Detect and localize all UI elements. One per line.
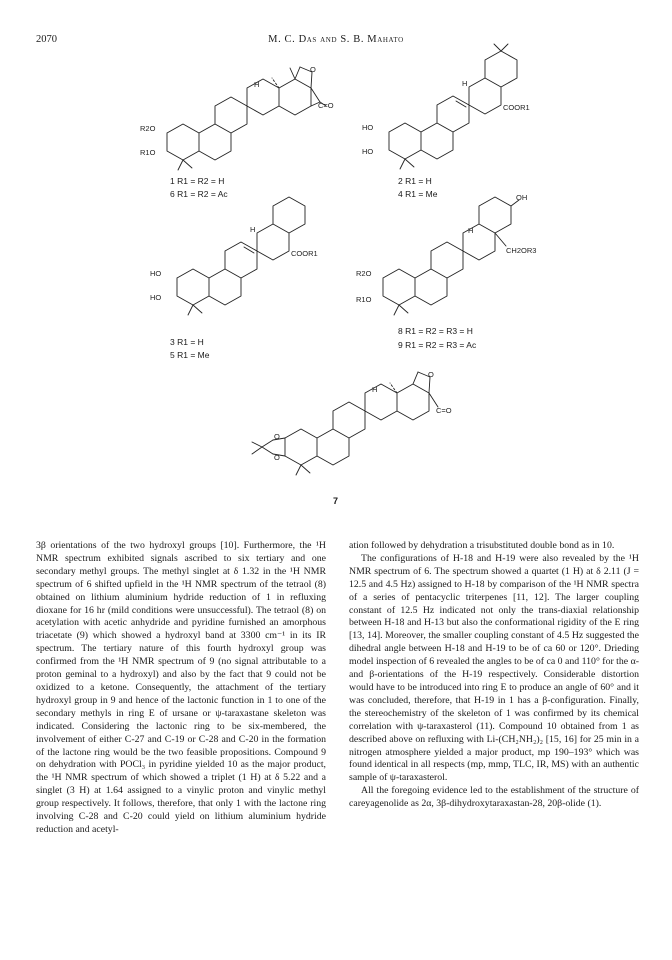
paragraph: All the foregoing evidence led to the establishment of the structure of careyagenolide as 2α, 3β-dihydroxytaraxastan-28, 20β-olide (1). bbox=[349, 785, 639, 810]
label-3: 3 R1 = H bbox=[170, 337, 204, 347]
label-4: 4 R1 = Me bbox=[398, 189, 438, 199]
s5-carbonyl: C=O bbox=[436, 406, 452, 415]
s1-h-label: H bbox=[254, 80, 260, 89]
paragraph: ation followed by dehydration a trisubstituted double bond as in 10. bbox=[349, 540, 615, 551]
label-7: 7 bbox=[333, 496, 339, 506]
paragraph: 3β orientations of the two hydroxyl groups [10]. Furthermore, the ¹H NMR spectrum exhibited signals ascribed to six tertiary and one secondary methyl groups. The methyl singlet at δ 1.32 in the ¹H NMR spectrum of 6 shifted upfield in the ¹H NMR spectrum of the tetraol (8) obtained on lithium aluminium hydride reduction of 1 in refluxing dioxane for 16 hr (mild conditions were unsuccessful). The tetraol (8) on acetylation with acetic anhydride and pyridine furnished an amorphous triacetate (9) which showed a hydroxyl band at 3300 cm⁻¹ in its IR spectrum. The tertiary nature of this fourth hydroxyl group was confirmed from the ¹H NMR spectrum of 9 (no signal attributable to a proton geminal to a hydroxyl) and also by the fact that 9 could not be oxidized to a ketone. Consequently, the attachment of the tertiary hydroxyl group in 9 and hence of the lactonic function in 1 to one of the secondary methyls in ring E of ursane or ψ-taraxastane skeleton was indicated. Considering the lactonic ring to be six-membered, the involvement of either C-27 and C-19 or C-28 and C-20 in the formation of the lactone ring would be the two feasible propositions. Compound 9 on dehydration with POCl₃ in pyridine yielded 10 as the major product, the ¹H NMR spectrum of which showed a triplet (1 H) at δ 5.22 and a singlet (3 H) at 1.64 assigned to a vinylic proton and vinylic methyl group respectively. It follows, therefore, that only 1 with the lactone ring involving C-28 and C-20 could yield on lithium aluminium hydride reduction and acetyl- bbox=[36, 540, 326, 835]
s1-carbonyl: C=O bbox=[318, 101, 334, 110]
structure-2-4 bbox=[362, 52, 542, 192]
s3-h-label: H bbox=[250, 225, 256, 234]
label-6: 6 R1 = R2 = Ac bbox=[170, 189, 228, 199]
s5-ketal-o1: O bbox=[274, 432, 280, 441]
s4-h-label: H bbox=[468, 226, 474, 235]
s5-h-label: H bbox=[372, 385, 378, 394]
structure-7 bbox=[238, 368, 458, 488]
s4-sub-r2o: R2O bbox=[356, 269, 372, 278]
label-5: 5 R1 = Me bbox=[170, 350, 210, 360]
paragraph: The configurations of H-18 and H-19 were also revealed by the ¹H NMR spectrum of 6. The spectrum showed a quartet (1 H) at δ 2.11 (J = 12.5 and 4.5 Hz) assigned to H-18 by comparison of the ¹H NMR spectra of a series of pentacyclic triterpenes [11, 12]. The larger coupling constant of 12.5 Hz indicated not only the trans-diaxial relationship between H-18 and H-13 but also the conformational rigidity of the E ring [13, 14]. Moreover, the smaller coupling constant of 4.5 Hz suggested the dihedral angle between H-18 and H-19 to be of ca 60 or 120°. Drieding model inspection of 6 revealed the angles to be of ca 0 and 110° for the α- and β-orientations of the H-19 respectively. Considerable distortion would have to be introduced into ring E to produce an angle of 60° and it was concluded, therefore, that H-19 in 1 has a β-configuration. Finally, the stereochemistry of the skeleton of 1 was confirmed by its chemical correlation with ψ-taraxasterol (11). Compound 10 obtained from 1 as described above on refluxing with Li-(CH₂NH₂)₂ [15, 16] for 25 min in a nitrogen atmosphere yielded a major product, mp 190–193° which was found identical in all respects (mp, mmp, TLC, IR, MS) with an authentic sample of ψ-taraxasterol. bbox=[349, 552, 639, 784]
s2-h-label: H bbox=[462, 79, 468, 88]
body-column-left bbox=[36, 540, 326, 837]
s3-ester: COOR1 bbox=[291, 249, 318, 258]
s5-ketal-o2: O bbox=[274, 453, 280, 462]
s2-sub-ho1: HO bbox=[362, 123, 374, 132]
s2-ester: COOR1 bbox=[503, 103, 530, 112]
structure-3-5 bbox=[150, 218, 330, 348]
label-1: 1 R1 = R2 = H bbox=[170, 176, 225, 186]
label-8: 8 R1 = R2 = R3 = H bbox=[398, 326, 473, 336]
s5-ring-oxygen: O bbox=[428, 370, 434, 379]
running-header-authors: M. C. Das and S. B. Mahato bbox=[268, 34, 404, 45]
s1-sub-r1o: R1O bbox=[140, 148, 156, 157]
s1-sub-r2o: R2O bbox=[140, 124, 156, 133]
s1-ring-oxygen: O bbox=[310, 65, 316, 74]
s4-oh: OH bbox=[516, 193, 528, 202]
label-9: 9 R1 = R2 = R3 = Ac bbox=[398, 340, 477, 350]
s4-sub-r1o: R1O bbox=[356, 295, 372, 304]
s4-side-chain: CH2OR3 bbox=[506, 246, 537, 255]
s2-sub-ho2: HO bbox=[362, 147, 374, 156]
s3-sub-ho2: HO bbox=[150, 293, 162, 302]
page-number: 2070 bbox=[36, 34, 57, 45]
s3-sub-ho1: HO bbox=[150, 269, 162, 278]
body-column-right bbox=[349, 540, 639, 811]
label-2: 2 R1 = H bbox=[398, 176, 432, 186]
